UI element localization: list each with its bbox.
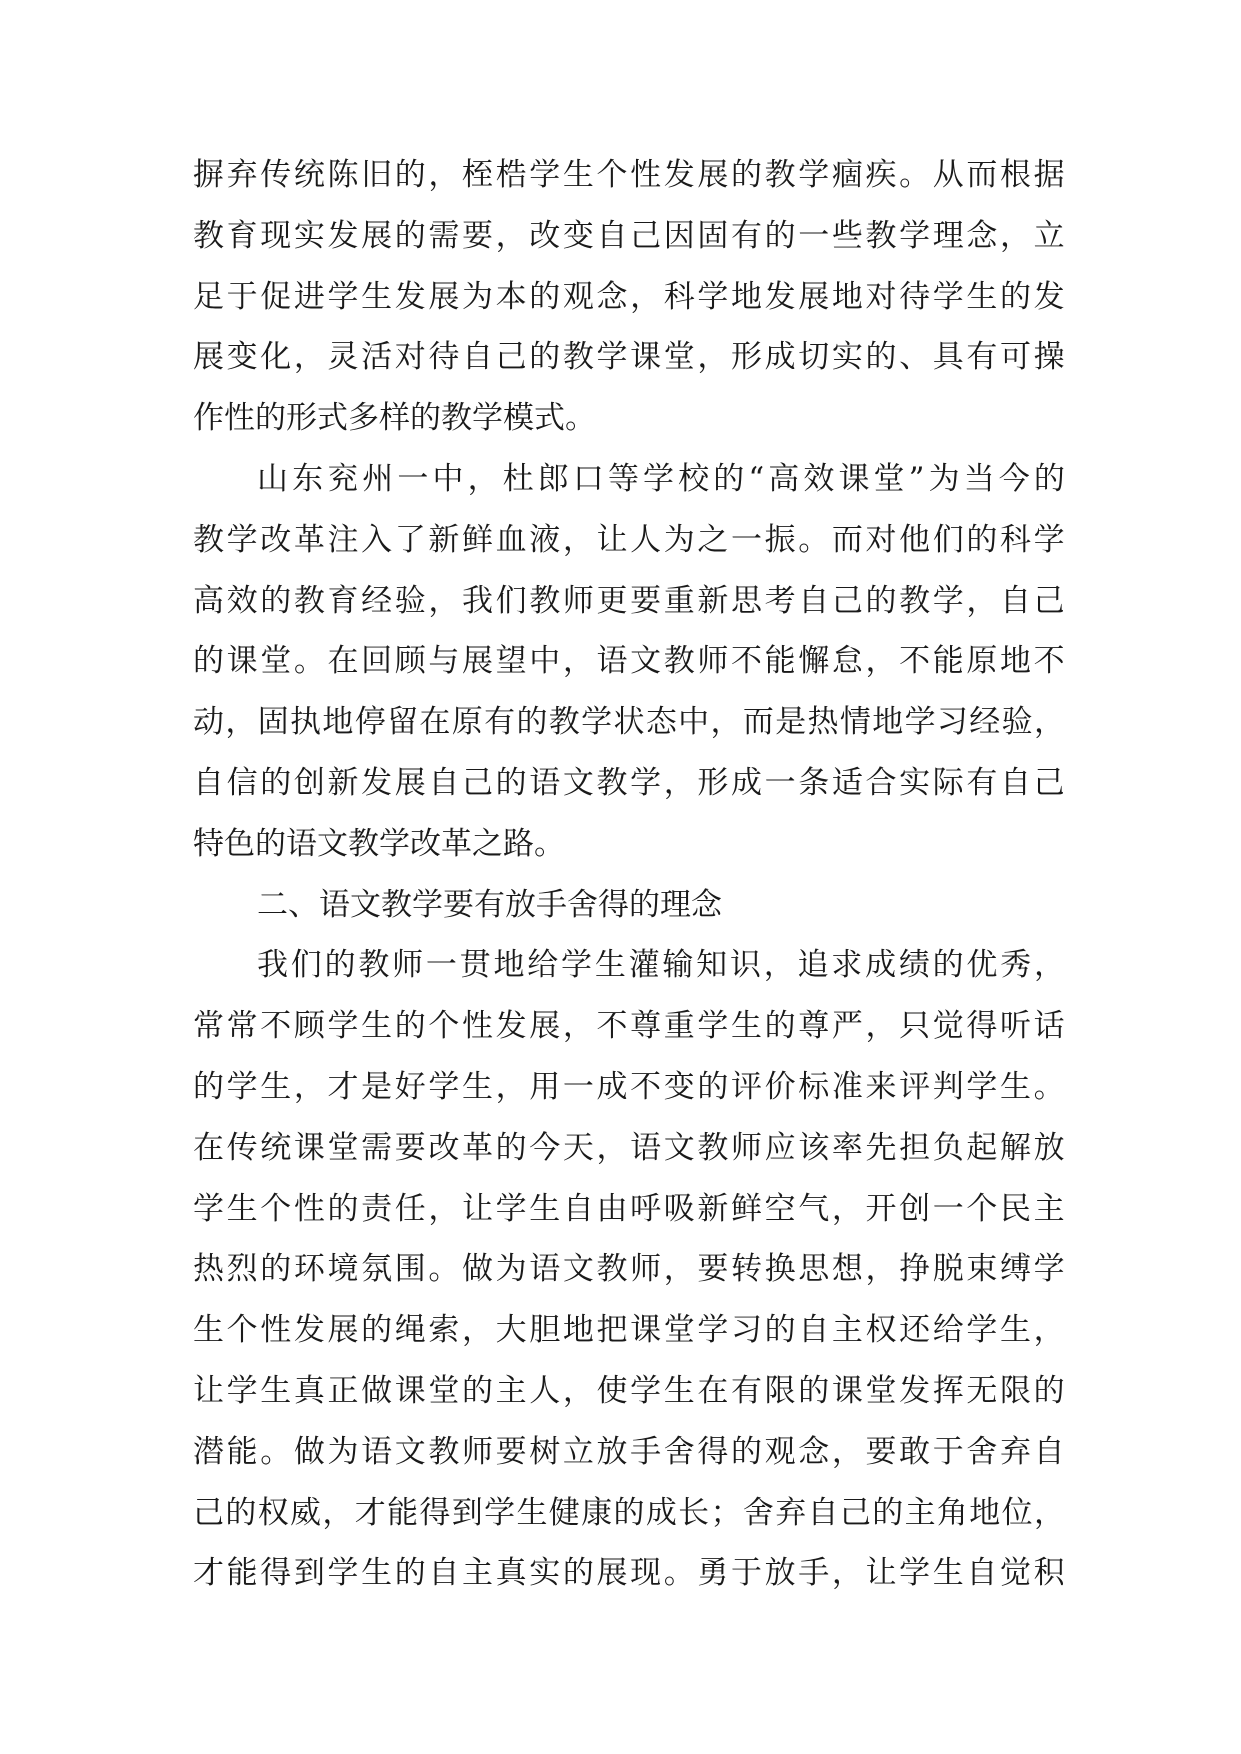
text-line: 己 的 权 威 ， 才 能 得 到 学 生 健 康 的 成 长 ； 舍 弃 自 己 的 主 角 地 位 ， [193,1494,1065,1531]
text-line: 二、语文教学要有放手舍得的理念 [257,886,722,923]
text-line: 常 常 不 顾 学 生 的 个 性 发 展 ， 不 尊 重 学 生 的 尊 严 ， 只 觉 得 听 话 [193,1008,1065,1045]
text-line: 潜 能 。 做 为 语 文 教 师 要 树 立 放 手 舍 得 的 观 念 ， 要 敢 于 舍 弃 自 [193,1433,1065,1470]
document-body [193,145,1065,1604]
text-line: 展 变 化 ， 灵 活 对 待 自 己 的 教 学 课 堂 ， 形 成 切 实 的 、 具 有 可 操 [193,339,1065,376]
text-line: 教 学 改 革 注 入 了 新 鲜 血 液 ， 让 人 为 之 一 振 。 而 对 他 们 的 科 学 [193,521,1065,558]
text-line: 学 生 个 性 的 责 任 ， 让 学 生 自 由 呼 吸 新 鲜 空 气 ， 开 创 一 个 民 主 [193,1190,1065,1227]
text-line: 的 课 堂 。 在 回 顾 与 展 望 中 ， 语 文 教 师 不 能 懈 怠 ， 不 能 原 地 不 [193,643,1065,680]
text-line: 生 个 性 发 展 的 绳 索 ， 大 胆 地 把 课 堂 学 习 的 自 主 权 还 给 学 生 ， [193,1312,1065,1349]
text-line: 高 效 的 教 育 经 验 ， 我 们 教 师 更 要 重 新 思 考 自 己 的 教 学 ， 自 己 [193,582,1065,619]
text-line: 足 于 促 进 学 生 发 展 为 本 的 观 念 ， 科 学 地 发 展 地 对 待 学 生 的 发 [193,278,1065,315]
text-line: 山 东 兖 州 一 中 ， 杜 郎 口 等 学 校 的 “ 高 效 课 堂 ” 为 当 今 的 [257,460,1065,497]
text-line: 动 ， 固 执 地 停 留 在 原 有 的 教 学 状 态 中 ， 而 是 热 情 地 学 习 经 验 ， [193,704,1065,741]
text-line: 才 能 得 到 学 生 的 自 主 真 实 的 展 现 。 勇 于 放 手 ， 让 学 生 自 觉 积 [193,1555,1065,1592]
text-line: 热 烈 的 环 境 氛 围 。 做 为 语 文 教 师 ， 要 转 换 思 想 ， 挣 脱 束 缚 学 [193,1251,1065,1288]
text-line: 特色的语文教学改革之路。 [193,825,565,862]
text-line: 我 们 的 教 师 一 贯 地 给 学 生 灌 输 知 识 ， 追 求 成 绩 的 优 秀 ， [257,947,1065,984]
text-line: 教 育 现 实 发 展 的 需 要 ， 改 变 自 己 因 固 有 的 一 些 教 学 理 念 ， 立 [193,217,1065,254]
text-line: 的 学 生 ， 才 是 好 学 生 ， 用 一 成 不 变 的 评 价 标 准 来 评 判 学 生 。 [193,1068,1065,1105]
text-line: 作性的形式多样的教学模式。 [193,400,596,437]
text-line: 摒 弃 传 统 陈 旧 的 ， 桎 梏 学 生 个 性 发 展 的 教 学 痼 疾 。 从 而 根 据 [193,157,1065,193]
text-line: 在 传 统 课 堂 需 要 改 革 的 今 天 ， 语 文 教 师 应 该 率 先 担 负 起 解 放 [193,1129,1065,1166]
text-line: 让 学 生 真 正 做 课 堂 的 主 人 ， 使 学 生 在 有 限 的 课 堂 发 挥 无 限 的 [193,1372,1065,1409]
text-line: 自 信 的 创 新 发 展 自 己 的 语 文 教 学 ， 形 成 一 条 适 合 实 际 有 自 己 [193,764,1065,801]
